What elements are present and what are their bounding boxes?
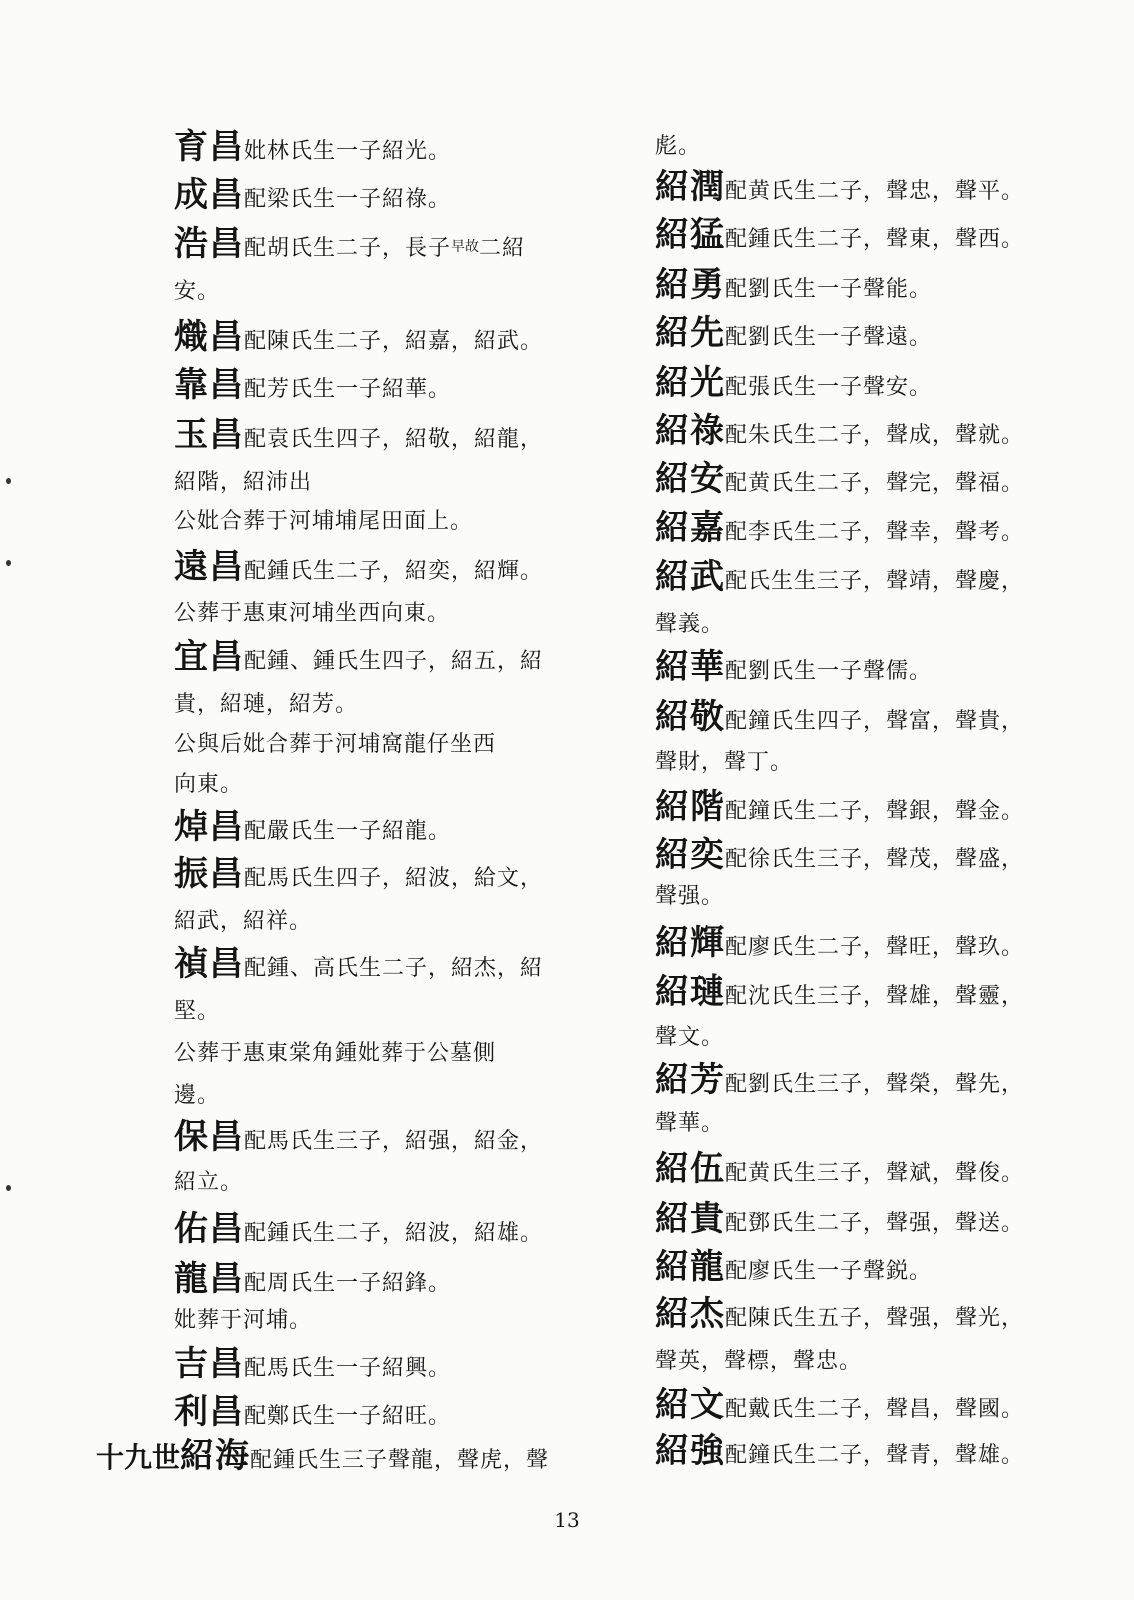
person-name: 佑昌 (174, 1209, 244, 1249)
person-name: 熾昌 (174, 317, 244, 357)
person-name: 成昌 (174, 175, 244, 215)
entry-text: 配戴氏生二子，聲昌，聲國。 (725, 1397, 1025, 1422)
entry-text: 配黄氏生二子，聲完，聲福。 (725, 471, 1025, 496)
entry-line (174, 1344, 452, 1384)
entry-text: 配朱氏生二子，聲成，聲就。 (725, 423, 1025, 448)
entry-line (655, 1027, 724, 1049)
entry-text: 配芳氏生一子紹華。 (244, 377, 452, 402)
entry-text: 配梁氏生一子紹祿。 (244, 187, 452, 212)
continuation-text: 聲華。 (655, 1111, 725, 1136)
entry-line (655, 265, 933, 305)
person-name: 紹華 (655, 647, 725, 687)
continuation-text: 堅。 (174, 999, 221, 1024)
entry-line (174, 911, 312, 933)
entry-text: 配周氏生一子紹鋒。 (244, 1271, 452, 1296)
entry-text: 配馬氏生三子，紹强，紹金， (244, 1129, 544, 1154)
entry-line (174, 511, 473, 533)
entry-text: 配馬氏生一子紹興。 (244, 1356, 452, 1381)
entry-line (174, 1310, 312, 1332)
continuation-text: 聲財，聲丁。 (655, 750, 794, 775)
continuation-text: 公妣合葬于河埔埔尾田面上。 (174, 509, 474, 534)
entry-line (655, 787, 1025, 827)
entry-line (655, 1060, 1025, 1100)
continuation-text: 妣葬于河埔。 (174, 1308, 313, 1333)
entry-line (174, 1117, 544, 1157)
entry-text: 配鐘氏生四子，聲富，聲貴， (725, 709, 1025, 734)
entry-text: 配李氏生二子，聲幸，聲考。 (725, 520, 1025, 545)
entry-text: 配氏生生三子，聲靖，聲慶， (725, 569, 1025, 594)
continuation-text: 紹立。 (174, 1170, 244, 1195)
entry-line (655, 835, 1025, 875)
person-name: 吉昌 (174, 1344, 244, 1384)
entry-line (174, 224, 526, 264)
entry-text: 配陳氏生二子，紹嘉，紹武。 (244, 329, 544, 354)
person-name: 紹文 (655, 1385, 725, 1425)
entry-text: 配劉氏生一子聲儒。 (725, 659, 933, 684)
person-name: 浩昌 (174, 224, 244, 264)
entry-line (655, 697, 1025, 737)
entry-line (655, 557, 1025, 597)
entry-text: 配鄧氏生二子，聲强，聲送。 (725, 1211, 1025, 1236)
entry-text: 配胡氏生二子，長子 (244, 236, 452, 261)
entry-text: 配馬氏生四子，紹波，給文， (244, 866, 544, 891)
person-name: 紹潤 (655, 167, 725, 207)
scan-speck (6, 1185, 11, 1191)
entry-line (174, 1259, 452, 1299)
entry-line (655, 614, 724, 636)
entry-line (174, 854, 544, 894)
entry-text: 配鍾氏生二子，聲東，聲西。 (725, 227, 1025, 252)
entry-line (174, 1172, 243, 1194)
entry-text: 二紹 (479, 236, 526, 261)
annotation-note: 早故 (451, 239, 480, 255)
person-name: 紹先 (655, 313, 725, 353)
entry-line (174, 281, 220, 303)
entry-text: 配鄭氏生一子紹旺。 (244, 1404, 452, 1429)
person-name: 紹敬 (655, 697, 725, 737)
scan-speck (6, 478, 11, 484)
person-name: 紹祿 (655, 411, 725, 451)
continuation-text: 聲文。 (655, 1025, 725, 1050)
continuation-text: 公葬于惠東棠角鍾妣葬于公墓側 (174, 1041, 497, 1066)
entry-line (655, 972, 1025, 1012)
person-name: 紹龍 (655, 1247, 725, 1287)
entry-text: 配張氏生一子聲安。 (725, 375, 933, 400)
person-name: 龍昌 (174, 1259, 244, 1299)
person-name: 育昌 (174, 127, 244, 167)
person-name: 紹安 (655, 459, 725, 499)
entry-text: 配嚴氏生一子紹龍。 (244, 819, 452, 844)
scan-speck (6, 560, 11, 566)
entry-line (174, 317, 544, 357)
entry-text: 配鍾氏生二子，紹奕，紹輝。 (244, 559, 544, 584)
generation-label: 十九世 (96, 1441, 181, 1474)
entry-text: 配沈氏生三子，聲雄，聲靈， (725, 984, 1025, 1009)
person-name: 宜昌 (174, 637, 244, 677)
person-name: 禎昌 (174, 944, 244, 984)
entry-line (655, 752, 793, 774)
entry-line (655, 1199, 1025, 1239)
entry-line (96, 1436, 550, 1476)
page-number: 13 (554, 1508, 580, 1532)
entry-line (655, 923, 1025, 963)
entry-line (655, 647, 933, 687)
entry-line (174, 415, 544, 455)
person-name: 紹奕 (655, 835, 725, 875)
entry-line (174, 1001, 220, 1023)
entry-text: 配黄氏生三子，聲斌，聲俊。 (725, 1161, 1025, 1186)
entry-text: 配鍾、高氏生二子，紹杰，紹 (244, 956, 544, 981)
person-name: 紹強 (655, 1431, 725, 1471)
entry-text: 配黄氏生二子，聲忠，聲平。 (725, 179, 1025, 204)
entry-line (655, 1294, 1025, 1334)
entry-line (174, 944, 544, 984)
entry-text: 配鐘氏生二子，聲青，聲雄。 (725, 1443, 1025, 1468)
person-name: 紹階 (655, 787, 725, 827)
continuation-text: 公葬于惠東河埔坐西向東。 (174, 601, 451, 626)
continuation-text: 公與后妣合葬于河埔窩龍仔坐西 (174, 732, 497, 757)
entry-line (655, 1149, 1025, 1189)
entry-line (655, 508, 1025, 548)
entry-line (655, 363, 933, 403)
entry-line (655, 1113, 724, 1135)
person-name: 保昌 (174, 1117, 244, 1157)
entry-line (174, 127, 452, 167)
entry-text: 配劉氏生三子，聲榮，聲先， (725, 1072, 1025, 1097)
person-name: 靠昌 (174, 365, 244, 405)
entry-line (655, 1247, 933, 1287)
entry-line (655, 1351, 862, 1373)
person-name: 紹貴 (655, 1199, 725, 1239)
person-name: 紹嘉 (655, 508, 725, 548)
continuation-text: 聲强。 (655, 884, 725, 909)
continuation-text: 邊。 (174, 1083, 221, 1108)
person-name: 紹輝 (655, 923, 725, 963)
entry-line (174, 694, 358, 716)
person-name: 紹武 (655, 557, 725, 597)
entry-text: 配鍾、鍾氏生四子，紹五，紹 (244, 649, 544, 674)
continuation-text: 安。 (174, 279, 221, 304)
continuation-text: 聲義。 (655, 612, 725, 637)
person-name: 紹杰 (655, 1294, 725, 1334)
entry-line (655, 313, 933, 353)
entry-line (174, 1085, 220, 1107)
entry-text: 配劉氏生一子聲能。 (725, 277, 933, 302)
entry-line (174, 774, 243, 796)
entry-line (655, 1431, 1025, 1471)
person-name: 遠昌 (174, 547, 244, 587)
entry-line (655, 167, 1025, 207)
entry-line (174, 807, 452, 847)
person-name: 紹猛 (655, 215, 725, 255)
entry-text: 配袁氏生四子，紹敬，紹龍， (244, 427, 544, 452)
continuation-text: 向東。 (174, 772, 244, 797)
person-name: 紹勇 (655, 265, 725, 305)
entry-line (655, 136, 701, 158)
continuation-text: 紹武，紹祥。 (174, 909, 313, 934)
continuation-text: 紹階，紹沛出 (174, 470, 313, 495)
entry-line (174, 603, 450, 625)
entry-text: 配陳氏生五子，聲强，聲光， (725, 1306, 1025, 1331)
entry-line (655, 459, 1025, 499)
continuation-text: 彪。 (655, 134, 702, 159)
person-name: 紹璉 (655, 972, 725, 1012)
person-name: 紹伍 (655, 1149, 725, 1189)
continuation-text: 聲英，聲標，聲忠。 (655, 1349, 863, 1374)
entry-text: 配劉氏生一子聲遠。 (725, 325, 933, 350)
entry-line (655, 1385, 1025, 1425)
person-name: 焯昌 (174, 807, 244, 847)
continuation-text: 貴，紹璉，紹芳。 (174, 692, 359, 717)
entry-text: 配廖氏生二子，聲旺，聲玖。 (725, 935, 1025, 960)
entry-text: 配鍾氏生二子，紹波，紹雄。 (244, 1221, 544, 1246)
entry-line (174, 1043, 496, 1065)
person-name: 利昌 (174, 1392, 244, 1432)
entry-text: 妣林氏生一子紹光。 (244, 139, 452, 164)
entry-text: 配廖氏生一子聲鋭。 (725, 1259, 933, 1284)
entry-line (174, 637, 544, 677)
entry-line (174, 1392, 452, 1432)
entry-line (174, 472, 312, 494)
person-name: 紹光 (655, 363, 725, 403)
entry-line (655, 886, 724, 908)
entry-line (174, 547, 544, 587)
entry-line (174, 734, 496, 756)
entry-text: 配鍾氏生三子聲龍，聲虎，聲 (250, 1448, 550, 1473)
entry-text: 配徐氏生三子，聲茂，聲盛， (725, 847, 1025, 872)
entry-line (174, 175, 452, 215)
entry-line (655, 411, 1025, 451)
entry-line (174, 1209, 544, 1249)
entry-text: 配鐘氏生二子，聲銀，聲金。 (725, 799, 1025, 824)
person-name: 玉昌 (174, 415, 244, 455)
person-name: 紹芳 (655, 1060, 725, 1100)
entry-line (655, 215, 1025, 255)
person-name: 紹海 (180, 1436, 251, 1476)
entry-line (174, 365, 452, 405)
person-name: 振昌 (174, 854, 244, 894)
